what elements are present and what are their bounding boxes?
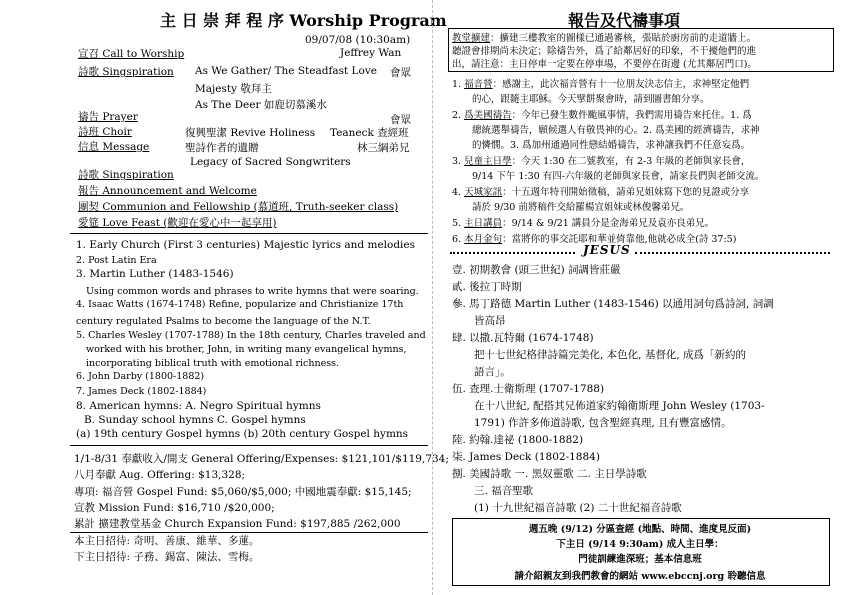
program-detail: Majesty 敬拜主 <box>195 83 272 95</box>
finance-line: 累計 擴建教堂基金 Church Expansion Fund: $197,885 /262,000 <box>74 518 401 530</box>
outline-line: 伍. 查理.士衛斯理 (1707-1788) <box>452 383 605 395</box>
notice-label: 教堂擴建 <box>452 33 491 44</box>
notice-line: 聽證會排期尚未決定；除禱告外，爲了給鄰居好的印象，不干擾他們的進 <box>452 46 757 57</box>
hosts-this-week: 本主日招待: 奇明、善康、維華、多蓮。 <box>74 535 260 547</box>
website-line: 請介紹親友到我們教會的網站 www.ebccnj.org 聆聽信息 <box>514 571 766 582</box>
outline-line: 柒. James Deck (1802-1884) <box>452 451 600 463</box>
program-label: 詩歌 Singspiration <box>78 66 174 78</box>
ornament-line-left <box>450 252 575 254</box>
announcement-item: 4. 天城家訊：十五週年特刊開始徵稿，請弟兄姐妹寫下您的見證或分享 <box>452 187 750 198</box>
outline-line: 皆高昂 <box>474 315 506 327</box>
outline-line: 1791) 作許多佈道詩歌, 包含聖經真理, 且有豐富感情。 <box>474 417 732 429</box>
program-label: 報告 Announcement and Welcome <box>78 185 257 197</box>
program-label: 團契 Communion and Fellowship (慕道班, Truth-seeker class) <box>78 201 399 213</box>
announcements-title: 報告及代禱事項 <box>568 11 681 30</box>
program-label: 愛筵 Love Feast (歡迎在愛心中一起享用) <box>78 217 277 229</box>
announcement-item: 3. 兒童主日學：今天 1:30 在二號教室，有 2-3 年級的老師與家長會， <box>452 156 751 167</box>
outline-line: 參. 馬丁路德 Martin Luther (1483-1546) 以通用詞句爲詩詞, 詞調 <box>452 298 774 310</box>
outline-line: 肆. 以撒.瓦特爾 (1674-1748) <box>452 332 594 344</box>
program-person: 會眾 <box>390 114 411 126</box>
finance-line: 宣教 Mission Fund: $16,710 /$20,000; <box>74 502 275 514</box>
outline-line: 1. Early Church (First 3 centuries) Majestic lyrics and melodies <box>76 239 416 251</box>
outline-line: (a) 19th century Gospel hymns (b) 20th century Gospel hymns <box>76 428 409 440</box>
finance-line: 八月奉獻 Aug. Offering: $13,328; <box>74 469 246 481</box>
outline-line: 貳. 後拉丁時期 <box>452 281 522 293</box>
outline-line: 4. Isaac Watts (1674-1748) Refine, popularize and Christianize 17th <box>76 299 404 310</box>
announcement-line: 的心，跟隨主耶穌。今天擘餅聚會時，請到圖書館分享。 <box>472 94 710 105</box>
program-label: 信息 Message <box>78 141 150 153</box>
page-fold <box>432 0 433 595</box>
outline-line: 2. Post Latin Era <box>76 255 157 266</box>
outline-line: 6. John Darby (1800-1882) <box>76 371 205 382</box>
divider <box>70 233 428 234</box>
outline-line: (1) 十九世紀福音詩歌 (2) 二十世紀福音詩歌 <box>474 502 682 514</box>
outline-line: 陸. 約翰.達祕 (1800-1882) <box>452 434 584 446</box>
divider <box>70 445 428 446</box>
outline-line: B. Sunday school hymns C. Gospel hymns <box>84 414 306 426</box>
program-label: 宣召 Call to Worship <box>78 48 185 60</box>
program-label: 詩班 Choir <box>78 126 132 138</box>
ornament-line-right <box>635 252 830 254</box>
program-person: 會眾 <box>390 67 411 79</box>
outline-line: 語言」。 <box>474 366 511 378</box>
program-label: 禱告 Prayer <box>78 111 138 123</box>
program-person: Teaneck 查經班 <box>330 127 409 139</box>
announcement-line: 總統選舉禱告，願候選人有敬畏神的心。2. 爲美國的經濟禱告，求神 <box>472 125 760 136</box>
worship-program-title: 主 日 崇 拜 程 序 Worship Program <box>160 11 447 30</box>
program-detail: Legacy of Sacred Songwriters <box>190 156 351 168</box>
announcement-item: 6. 本月金句：當將你的事交託耶和華並倚靠他,他就必成全(詩 37:5) <box>452 234 737 245</box>
program-person: 林三綱弟兄 <box>357 142 410 154</box>
outline-line: 在十八世紀, 配搭其兄佈道家約翰衛斯理 John Wesley (1703- <box>474 400 765 412</box>
notice-line: 教堂擴建：擴建三樓教室的圖樣已通過審核，張貼於廚房前的走道牆上。 <box>452 33 757 44</box>
program-label: 詩歌 Singspiration <box>78 169 174 181</box>
announcement-item: 1. 福音營：感謝主，此次福音營有十一位朋友決志信主，求神堅定他們 <box>452 79 750 90</box>
outline-line: 壹. 初期教會 (頭三世紀) 詞調皆莊嚴 <box>452 264 621 276</box>
hosts-next-week: 下主日招待: 子務、錫富、陳法、雪梅。 <box>74 551 260 563</box>
box-line: 週五晚 (9/12) 分區查經 (地點、時間、進度見反面) <box>528 524 752 535</box>
outline-line: 三. 福音聖歌 <box>474 485 534 497</box>
announcement-line: 9/14 下午 1:30 有四-六年級的老師與家長會，請家長們與老師交流。 <box>472 171 765 182</box>
program-person: Jeffrey Wan <box>340 47 402 59</box>
finance-line: 1/1-8/31 奉獻收入/開支 General Offering/Expenses: $121,101/$119,734; <box>74 453 449 465</box>
program-detail: As We Gather/ The Steadfast Love <box>195 65 377 77</box>
outline-line: 8. American hymns: A. Negro Spiritual hymns <box>76 400 321 412</box>
finance-line: 專項: 福音營 Gospel Fund: $5,060/$5,000; 中國地震奉獻: $15,145; <box>74 486 412 498</box>
outline-line: 捌. 美國詩歌 一. 黑奴靈歌 二. 主日學詩歌 <box>452 468 647 480</box>
outline-line: worked with his brother, John, in writing many evangelical hymns, <box>86 344 407 355</box>
outline-line: 3. Martin Luther (1483-1546) <box>76 268 234 280</box>
outline-line: incorporating biblical truth with emotional richness. <box>86 358 339 369</box>
program-detail: 復興聖潔 Revive Holiness <box>185 127 316 139</box>
outline-line: century regulated Psalms to become the language of the N.T. <box>76 316 371 327</box>
outline-line: Using common words and phrases to write hymns that were soaring. <box>86 286 419 297</box>
announcement-item: 5. 主日講員：9/14 & 9/21 講員分是金海弟兄及袁亦良弟兄。 <box>452 218 715 229</box>
notice-line: 出，請注意：主日停車一定要在停車場，不要停在街邊 (尤其鄰居門口)。 <box>452 59 757 70</box>
announcement-line: 的憐憫。3. 爲加州通過同性戀結婚禱告，求神讓我們不任意妄爲。 <box>472 140 751 151</box>
outline-line: 5. Charles Wesley (1707-1788) In the 18th century, Charles traveled and <box>76 330 426 341</box>
box-line: 下主日 (9/14 9:30am) 成人主日學： <box>556 539 724 550</box>
service-date: 09/07/08 (10:30am) <box>305 34 411 46</box>
program-detail: As The Deer 如鹿切慕溪水 <box>195 99 327 111</box>
announcement-line: 請於 9/30 前將稿件交給羅楊宜姐妹或林俊馨弟兄。 <box>472 202 690 213</box>
outline-line: 把十七世紀格律詩篇完美化, 本色化, 基督化, 成爲「新約的 <box>474 349 747 361</box>
jesus-ornament: JESUS <box>583 243 631 257</box>
outline-line: 7. James Deck (1802-1884) <box>76 386 207 397</box>
announcement-item: 2. 爲美國禱告：今年已發生數件颱風事情，我們需用禱告來托住。1. 爲 <box>452 110 752 121</box>
box-line: 門徒訓練進深班；基本信息班 <box>578 554 702 565</box>
program-detail: 聖詩作者的遺贈 <box>185 142 259 154</box>
